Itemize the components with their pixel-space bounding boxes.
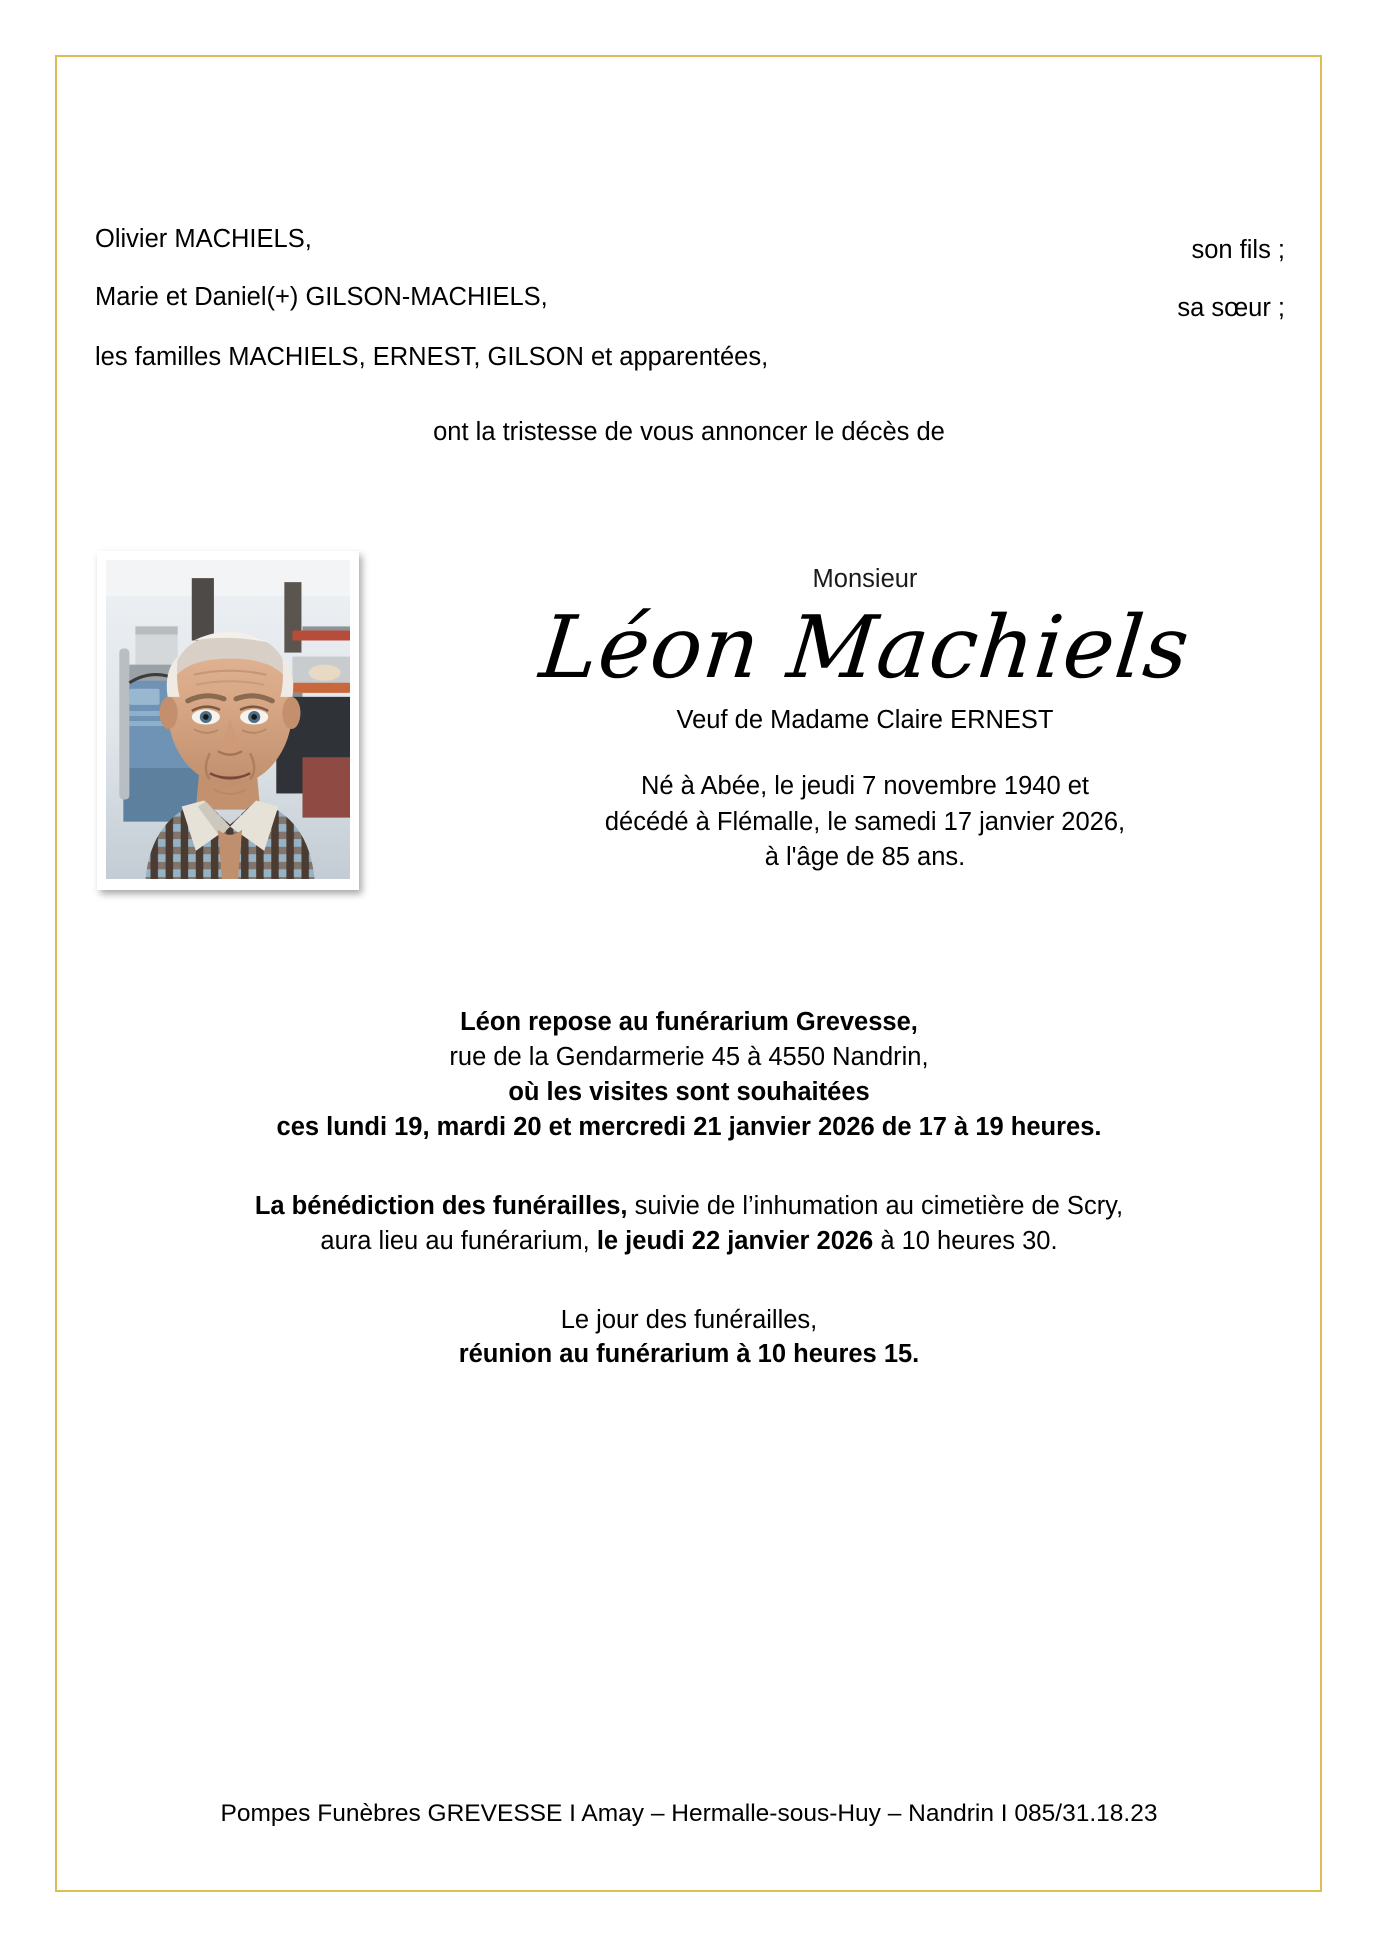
repose-line-1: Léon repose au funérarium Grevesse,: [460, 1008, 918, 1036]
survivor-relation: sa sœur ;: [1177, 294, 1285, 322]
survivor-relation: son fils ;: [1191, 236, 1285, 264]
benediction-rest: suivie de l’inhumation au cimetière de Scry,: [627, 1191, 1124, 1220]
families-line: les familles MACHIELS, ERNEST, GILSON et apparentées,: [95, 343, 769, 371]
identity-section: [400, 565, 1330, 875]
gathering-block: [0, 1303, 1378, 1373]
survivor-row: [95, 268, 1285, 326]
birth-line: Né à Abée, le jeudi 7 novembre 1940 et: [641, 772, 1089, 801]
death-line: décédé à Flémalle, le samedi 17 janvier 2026,: [604, 807, 1126, 836]
repose-line-3: où les visites sont souhaitées: [508, 1077, 870, 1106]
gathering-line-2: réunion au funérarium à 10 heures 15.: [458, 1340, 920, 1369]
benediction-date: le jeudi 22 janvier 2026: [596, 1226, 874, 1255]
survivor-name: Olivier MACHIELS,: [95, 225, 312, 253]
honorific: Monsieur: [812, 565, 918, 593]
benediction-post: à 10 heures 30.: [873, 1226, 1058, 1255]
funeral-information-section: [0, 1005, 1378, 1372]
repose-line-2: rue de la Gendarmerie 45 à 4550 Nandrin,: [449, 1042, 929, 1071]
survivors-section: [95, 210, 1285, 371]
gathering-line-1: Le jour des funérailles,: [560, 1305, 818, 1334]
funeral-home-footer: Pompes Funèbres GREVESSE I Amay – Hermalle-sous-Huy – Nandrin I 085/31.18.23: [220, 1800, 1158, 1827]
portrait-photo-illustration: [106, 560, 350, 879]
survivor-row: [95, 210, 1285, 268]
portrait-photo: [106, 560, 350, 879]
benediction-pre: aura lieu au funérarium,: [320, 1226, 597, 1255]
portrait-photo-frame: [97, 551, 359, 890]
benediction-block: [0, 1189, 1378, 1259]
announcement-line: ont la tristesse de vous annoncer le décès de: [433, 418, 945, 446]
benediction-label: La bénédiction des funérailles,: [254, 1191, 628, 1220]
survivor-name: Marie et Daniel(+) GILSON-MACHIELS,: [95, 283, 548, 311]
deceased-full-name: Léon Machiels: [535, 598, 1195, 698]
age-line: à l'âge de 85 ans.: [764, 842, 966, 871]
spouse-line: Veuf de Madame Claire ERNEST: [676, 706, 1054, 735]
benediction-line-2: [0, 1224, 1378, 1259]
decorative-gold-border: [55, 55, 1322, 1892]
repose-line-4: ces lundi 19, mardi 20 et mercredi 21 janvier 2026 de 17 à 19 heures.: [276, 1112, 1102, 1141]
benediction-line-1: [0, 1189, 1378, 1224]
birth-death-details: [400, 769, 1330, 875]
repose-block: [0, 1005, 1378, 1145]
